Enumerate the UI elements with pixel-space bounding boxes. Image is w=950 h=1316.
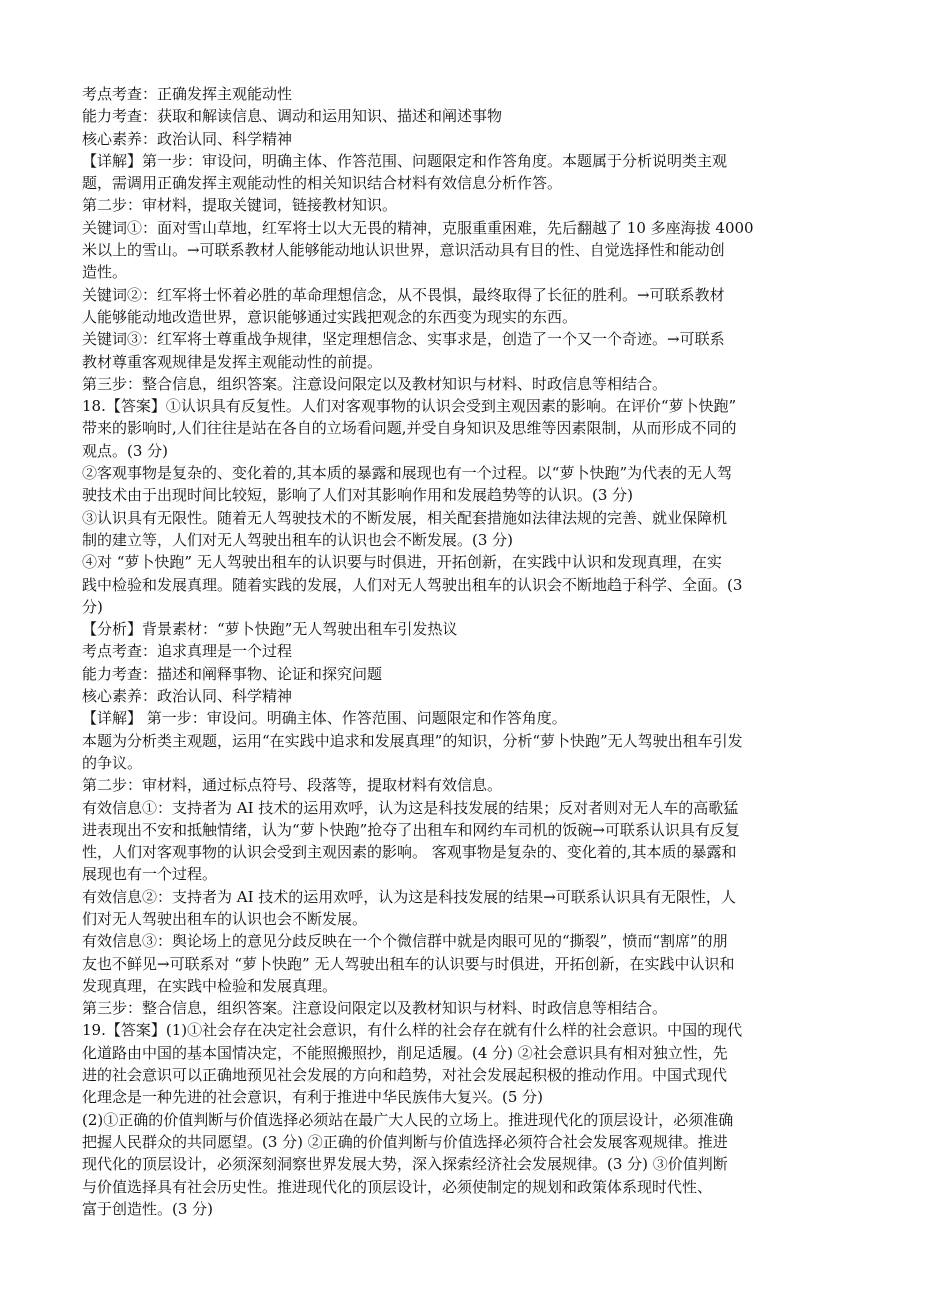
text-line: 进的社会意识可以正确地预见社会发展的方向和趋势，对社会发展起积极的推动作用。中国式现代 (82, 1066, 728, 1085)
text-line: 人能够能动地改造世界，意识能够通过实践把观念的东西变为现实的东西。 (82, 307, 578, 326)
text-line: 核心素养：政治认同、科学精神 (82, 687, 293, 706)
text-line: 教材尊重客观规律是发挥主观能动性的前提。 (82, 352, 383, 371)
text-line: 驶技术由于出现时间比较短，影响了人们对其影响作用和发展趋势等的认识。(3 分) (82, 486, 634, 505)
text-line: 带来的影响时,人们往往是站在各自的立场看问题,并受自身知识及思维等因素限制，从而形成不同的 (82, 419, 737, 438)
text-line: 第二步：审材料，通过标点符号、段落等，提取材料有效信息。 (82, 776, 503, 795)
text-line: 考点考查：正确发挥主观能动性 (82, 85, 293, 103)
text-line: 关键词③：红军将士尊重战争规律，坚定理想信念、实事求是，创造了一个又一个奇迹。→可联系 (82, 330, 725, 349)
text-line: 化理念是一种先进的社会意识，有利于推进中华民族伟大复兴。(5 分) (82, 1088, 544, 1107)
text-line: 们对无人驾驶出租车的认识也会不断发展。 (82, 909, 368, 928)
text-line: 富于创造性。(3 分) (82, 1199, 214, 1218)
text-line: 【分析】背景素材：“萝卜快跑”无人驾驶出租车引发热议 (82, 620, 458, 639)
text-line: 造性。 (82, 263, 128, 282)
text-line: 观点。(3 分) (82, 441, 169, 460)
text-line: 有效信息③：舆论场上的意见分歧反映在一个个微信群中就是肉眼可见的“撕裂”，愤而“割席”的朋 (82, 932, 728, 951)
text-line: 18.【答案】①认识具有反复性。人们对客观事物的认识会受到主观因素的影响。在评价“萝卜快跑” (82, 397, 737, 416)
text-line: 有效信息①：支持者为 AI 技术的运用欢呼，认为这是科技发展的结果；反对者则对无人车的高歌猛 (82, 798, 739, 817)
text-line: 【详解】 第一步：审设问。明确主体、作答范围、问题限定和作答角度。 (82, 709, 567, 728)
text-line: 践中检验和发展真理。随着实践的发展，人们对无人驾驶出租车的认识会不断地趋于科学、全面。(3 (82, 575, 743, 594)
text-line: (2)①正确的价值判断与价值选择必须站在最广大人民的立场上。推进现代化的顶层设计，必须准确 (82, 1110, 734, 1129)
text-line: 化道路由中国的基本国情决定，不能照搬照抄，削足适履。(4 分) ②社会意识具有相对独立性，先 (82, 1043, 728, 1062)
text-line: ③认识具有无限性。随着无人驾驶技术的不断发展，相关配套措施如法律法规的完善、就业保障机 (82, 508, 728, 527)
text-line: 关键词②：红军将士怀着必胜的革命理想信念，从不畏惧，最终取得了长征的胜利。→可联系教材 (82, 285, 725, 304)
text-line: 与价值选择具有社会历史性。推进现代化的顶层设计，必须使制定的规划和政策体系现时代性、 (82, 1177, 713, 1196)
text-line: 性，人们对客观事物的认识会受到主观因素的影响。 客观事物是复杂的、变化着的,其本质的暴露和 (82, 843, 737, 862)
text-line: 【详解】第一步：审设问，明确主体、作答范围、问题限定和作答角度。本题属于分析说明类主观 (82, 151, 728, 170)
text-line: ④对 “萝卜快跑” 无人驾驶出租车的认识要与时俱进，开拓创新，在实践中认识和发现真理，在实 (82, 553, 722, 572)
text-line: 第二步：审材料，提取关键词，链接教材知识。 (82, 196, 398, 215)
text-line: 第三步：整合信息，组织答案。注意设问限定以及教材知识与材料、时政信息等相结合。 (82, 999, 668, 1018)
text-line: 进表现出不安和抵触情绪，认为“萝卜快跑”抢夺了出租车和网约车司机的饭碗→可联系认识具有反复 (82, 820, 740, 839)
text-line: 本题为分析类主观题，运用“在实践中追求和发展真理”的知识，分析“萝卜快跑”无人驾驶出租车引发 (82, 731, 743, 750)
text-line: 能力考查：获取和解读信息、调动和运用知识、描述和阐述事物 (82, 107, 503, 126)
text-line: 友也不鲜见→可联系对 “萝卜快跑” 无人驾驶出租车的认识要与时俱进，开拓创新，在实践中认识和 (82, 954, 735, 973)
text-line: 现代化的顶层设计，必须深刻洞察世界发展大势，深入探索经济社会发展规律。(3 分) ③价值判断 (82, 1155, 728, 1174)
text-line: 题，需调用正确发挥主观能动性的相关知识结合材料有效信息分析作答。 (82, 174, 563, 193)
text-line: 考点考查：追求真理是一个过程 (82, 642, 293, 661)
text-line: 的争议。 (82, 753, 143, 772)
text-line: 第三步：整合信息，组织答案。注意设问限定以及教材知识与材料、时政信息等相结合。 (82, 374, 668, 393)
text-line: 制的建立等，人们对无人驾驶出租车的认识也会不断发展。(3 分) (82, 530, 514, 549)
text-line: 核心素养：政治认同、科学精神 (82, 129, 293, 148)
text-line: 能力考查：描述和阐释事物、论证和探究问题 (82, 664, 383, 683)
text-line: 关键词①：面对雪山草地，红军将士以大无畏的精神，克服重重困难，先后翻越了 10 多座海拔 4000 (82, 218, 754, 237)
text-line: 19.【答案】(1)①社会存在决定社会意识，有什么样的社会存在就有什么样的社会意识。中国的现代 (82, 1021, 743, 1040)
text-line: 展现也有一个过程。 (82, 865, 218, 884)
text-line: 米以上的雪山。→可联系教材人能够能动地认识世界，意识活动具有目的性、自觉选择性和能动创 (82, 241, 725, 260)
text-line: 分) (82, 597, 103, 616)
text-line: 发现真理，在实践中检验和发展真理。 (82, 976, 338, 995)
text-line: ②客观事物是复杂的、变化着的,其本质的暴露和展现也有一个过程。以“萝卜快跑”为代表的无人驾 (82, 464, 733, 483)
text-line: 把握人民群众的共同愿望。(3 分) ②正确的价值判断与价值选择必须符合社会发展客观规律。推进 (82, 1132, 728, 1151)
text-line: 有效信息②：支持者为 AI 技术的运用欢呼，认为这是科技发展的结果→可联系认识具有无限性，人 (82, 887, 736, 906)
